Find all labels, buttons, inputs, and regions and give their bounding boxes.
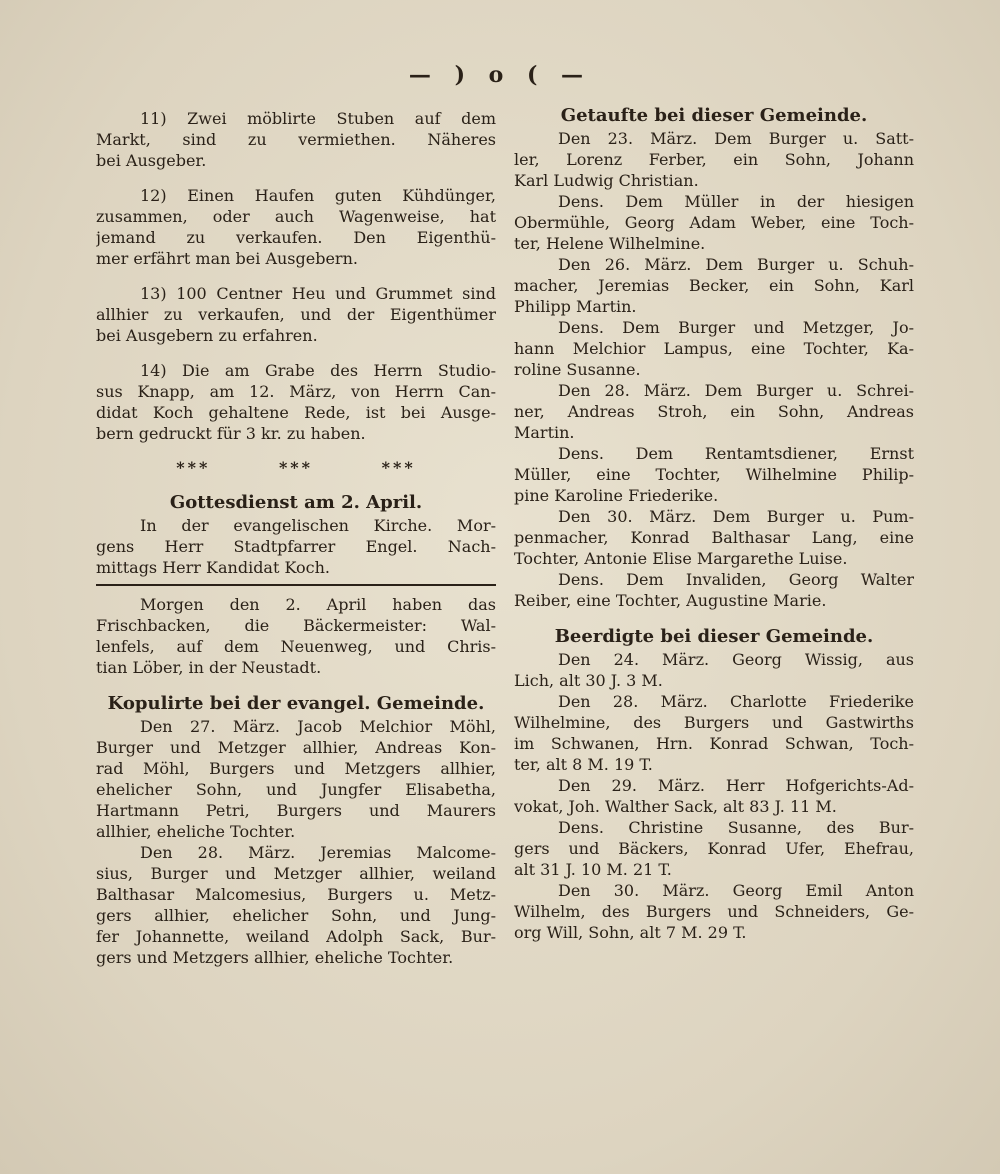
text-line: Martin. — [514, 423, 575, 442]
text-line: Müller, eine Tochter, Wilhelmine Philip- — [514, 465, 914, 484]
text-line: sus Knapp, am 12. März, von Herrn Can- — [96, 382, 496, 401]
text-line: mer erfährt man bei Ausgebern. — [96, 249, 358, 268]
spacer — [96, 269, 496, 283]
text-line: gers und Bäckers, Konrad Ufer, Ehefrau, — [514, 839, 914, 858]
text-line: Dens. Dem Invaliden, Georg Walter — [558, 570, 914, 589]
text-line: allhier, eheliche Tochter. — [96, 822, 296, 841]
text-line: Morgen den 2. April haben das — [140, 595, 496, 614]
spacer — [514, 611, 914, 625]
text-line: Reiber, eine Tochter, Augustine Marie. — [514, 591, 827, 610]
text-line: jemand zu verkaufen. Den Eigenthü- — [96, 228, 496, 247]
right-column — [514, 104, 914, 943]
text-line: Den 30. März. Dem Burger u. Pum- — [558, 507, 914, 526]
section-heading: Getaufte bei dieser Gemeinde. — [560, 105, 868, 126]
paragraph — [514, 691, 914, 775]
text-line: gers und Metzgers allhier, eheliche Tochter. — [96, 948, 454, 967]
text-line: Obermühle, Georg Adam Weber, eine Toch- — [514, 213, 914, 232]
paragraph — [96, 515, 496, 578]
text-line: gers allhier, ehelicher Sohn, und Jung- — [96, 906, 496, 925]
text-line: fer Johannette, weiland Adolph Sack, Bur- — [96, 927, 496, 946]
text-line: Dens. Dem Rentamtsdiener, Ernst — [558, 444, 914, 463]
page-header: — ) o ( — — [408, 62, 592, 88]
text-line: Tochter, Antonie Elise Margarethe Luise. — [514, 549, 848, 568]
text-line: Dens. Dem Müller in der hiesigen — [558, 192, 914, 211]
text-line: zusammen, oder auch Wagenweise, hat — [96, 207, 496, 226]
paragraph — [514, 569, 914, 611]
paragraph — [96, 594, 496, 678]
paragraph — [96, 108, 496, 171]
text-line: vokat, Joh. Walther Sack, alt 83 J. 11 M. — [514, 797, 837, 816]
paragraph — [514, 775, 914, 817]
text-line: bern gedruckt für 3 kr. zu haben. — [96, 424, 366, 443]
left-column — [96, 108, 496, 968]
paragraph — [96, 360, 496, 444]
text-line: didat Koch gehaltene Rede, ist bei Ausge- — [96, 403, 496, 422]
text-line: gens Herr Stadtpfarrer Engel. Nach- — [96, 537, 496, 556]
text-line: 13) 100 Centner Heu und Grummet sind — [140, 284, 496, 303]
text-line: 12) Einen Haufen guten Kühdünger, — [140, 186, 496, 205]
paragraph — [514, 817, 914, 880]
text-line: hann Melchior Lampus, eine Tochter, Ka- — [514, 339, 914, 358]
text-line: allhier zu verkaufen, und der Eigenthümer — [96, 305, 496, 324]
text-line: Den 29. März. Herr Hofgerichts-Ad- — [558, 776, 914, 795]
text-line: Den 28. März. Charlotte Friederike — [558, 692, 914, 711]
paragraph — [96, 283, 496, 346]
paragraph — [514, 128, 914, 191]
text-line: Wilhelm, des Burgers und Schneiders, Ge- — [514, 902, 914, 921]
text-line: mittags Herr Kandidat Koch. — [96, 558, 330, 577]
paragraph — [514, 880, 914, 943]
text-line: bei Ausgeber. — [96, 151, 207, 170]
text-line: Dens. Dem Burger und Metzger, Jo- — [558, 318, 914, 337]
asterism-separator: *** *** *** — [176, 458, 416, 477]
text-line: Den 27. März. Jacob Melchior Möhl, — [140, 717, 496, 736]
text-line: penmacher, Konrad Balthasar Lang, eine — [514, 528, 914, 547]
text-line: Philipp Martin. — [514, 297, 637, 316]
text-line: Burger und Metzger allhier, Andreas Kon- — [96, 738, 496, 757]
text-line: Den 23. März. Dem Burger u. Satt- — [558, 129, 914, 148]
text-line: Den 26. März. Dem Burger u. Schuh- — [558, 255, 914, 274]
spacer — [96, 477, 496, 491]
text-line: lenfels, auf dem Neuenweg, und Chris- — [96, 637, 496, 656]
spacer — [96, 678, 496, 692]
text-line: Lich, alt 30 J. 3 M. — [514, 671, 663, 690]
text-line: Wilhelmine, des Burgers und Gastwirths — [514, 713, 914, 732]
text-line: sius, Burger und Metzger allhier, weiland — [96, 864, 496, 883]
text-line: Dens. Christine Susanne, des Bur- — [558, 818, 914, 837]
text-line: Markt, sind zu vermiethen. Näheres — [96, 130, 496, 149]
text-line: Hartmann Petri, Burgers und Maurers — [96, 801, 496, 820]
text-line: 14) Die am Grabe des Herrn Studio- — [140, 361, 496, 380]
text-line: tian Löber, in der Neustadt. — [96, 658, 322, 677]
text-line: im Schwanen, Hrn. Konrad Schwan, Toch- — [514, 734, 914, 753]
paragraph — [96, 185, 496, 269]
section-heading: Beerdigte bei dieser Gemeinde. — [554, 626, 874, 647]
spacer — [96, 346, 496, 360]
divider-rule — [96, 584, 496, 586]
section-heading: Kopulirte bei der evangel. Gemeinde. — [107, 693, 485, 714]
text-line: org Will, Sohn, alt 7 M. 29 T. — [514, 923, 747, 942]
text-line: Den 30. März. Georg Emil Anton — [558, 881, 914, 900]
spacer — [96, 171, 496, 185]
text-line: alt 31 J. 10 M. 21 T. — [514, 860, 672, 879]
paragraph — [514, 317, 914, 380]
spacer — [96, 444, 496, 458]
section-heading: Gottesdienst am 2. April. — [169, 492, 423, 513]
text-line: Karl Ludwig Christian. — [514, 171, 699, 190]
text-line: In der evangelischen Kirche. Mor- — [140, 516, 496, 535]
paragraph — [514, 380, 914, 443]
text-line: ner, Andreas Stroh, ein Sohn, Andreas — [514, 402, 914, 421]
text-line: Balthasar Malcomesius, Burgers u. Metz- — [96, 885, 496, 904]
text-line: ter, alt 8 M. 19 T. — [514, 755, 653, 774]
paragraph — [514, 254, 914, 317]
paragraph — [514, 506, 914, 569]
text-line: roline Susanne. — [514, 360, 641, 379]
paragraph — [514, 443, 914, 506]
paragraph — [514, 649, 914, 691]
text-line: Den 24. März. Georg Wissig, aus — [558, 650, 914, 669]
text-line: ler, Lorenz Ferber, ein Sohn, Johann — [514, 150, 914, 169]
paragraph — [514, 191, 914, 254]
text-line: macher, Jeremias Becker, ein Sohn, Karl — [514, 276, 914, 295]
text-line: Den 28. März. Jeremias Malcome- — [140, 843, 496, 862]
text-line: pine Karoline Friederike. — [514, 486, 719, 505]
text-line: bei Ausgebern zu erfahren. — [96, 326, 318, 345]
text-line: ehelicher Sohn, und Jungfer Elisabetha, — [96, 780, 496, 799]
paragraph — [96, 716, 496, 842]
paragraph — [96, 842, 496, 968]
text-line: Den 28. März. Dem Burger u. Schrei- — [558, 381, 914, 400]
text-line: rad Möhl, Burgers und Metzgers allhier, — [96, 759, 496, 778]
text-line: ter, Helene Wilhelmine. — [514, 234, 706, 253]
text-line: Frischbacken, die Bäckermeister: Wal- — [96, 616, 496, 635]
text-line: 11) Zwei möblirte Stuben auf dem — [140, 109, 496, 128]
